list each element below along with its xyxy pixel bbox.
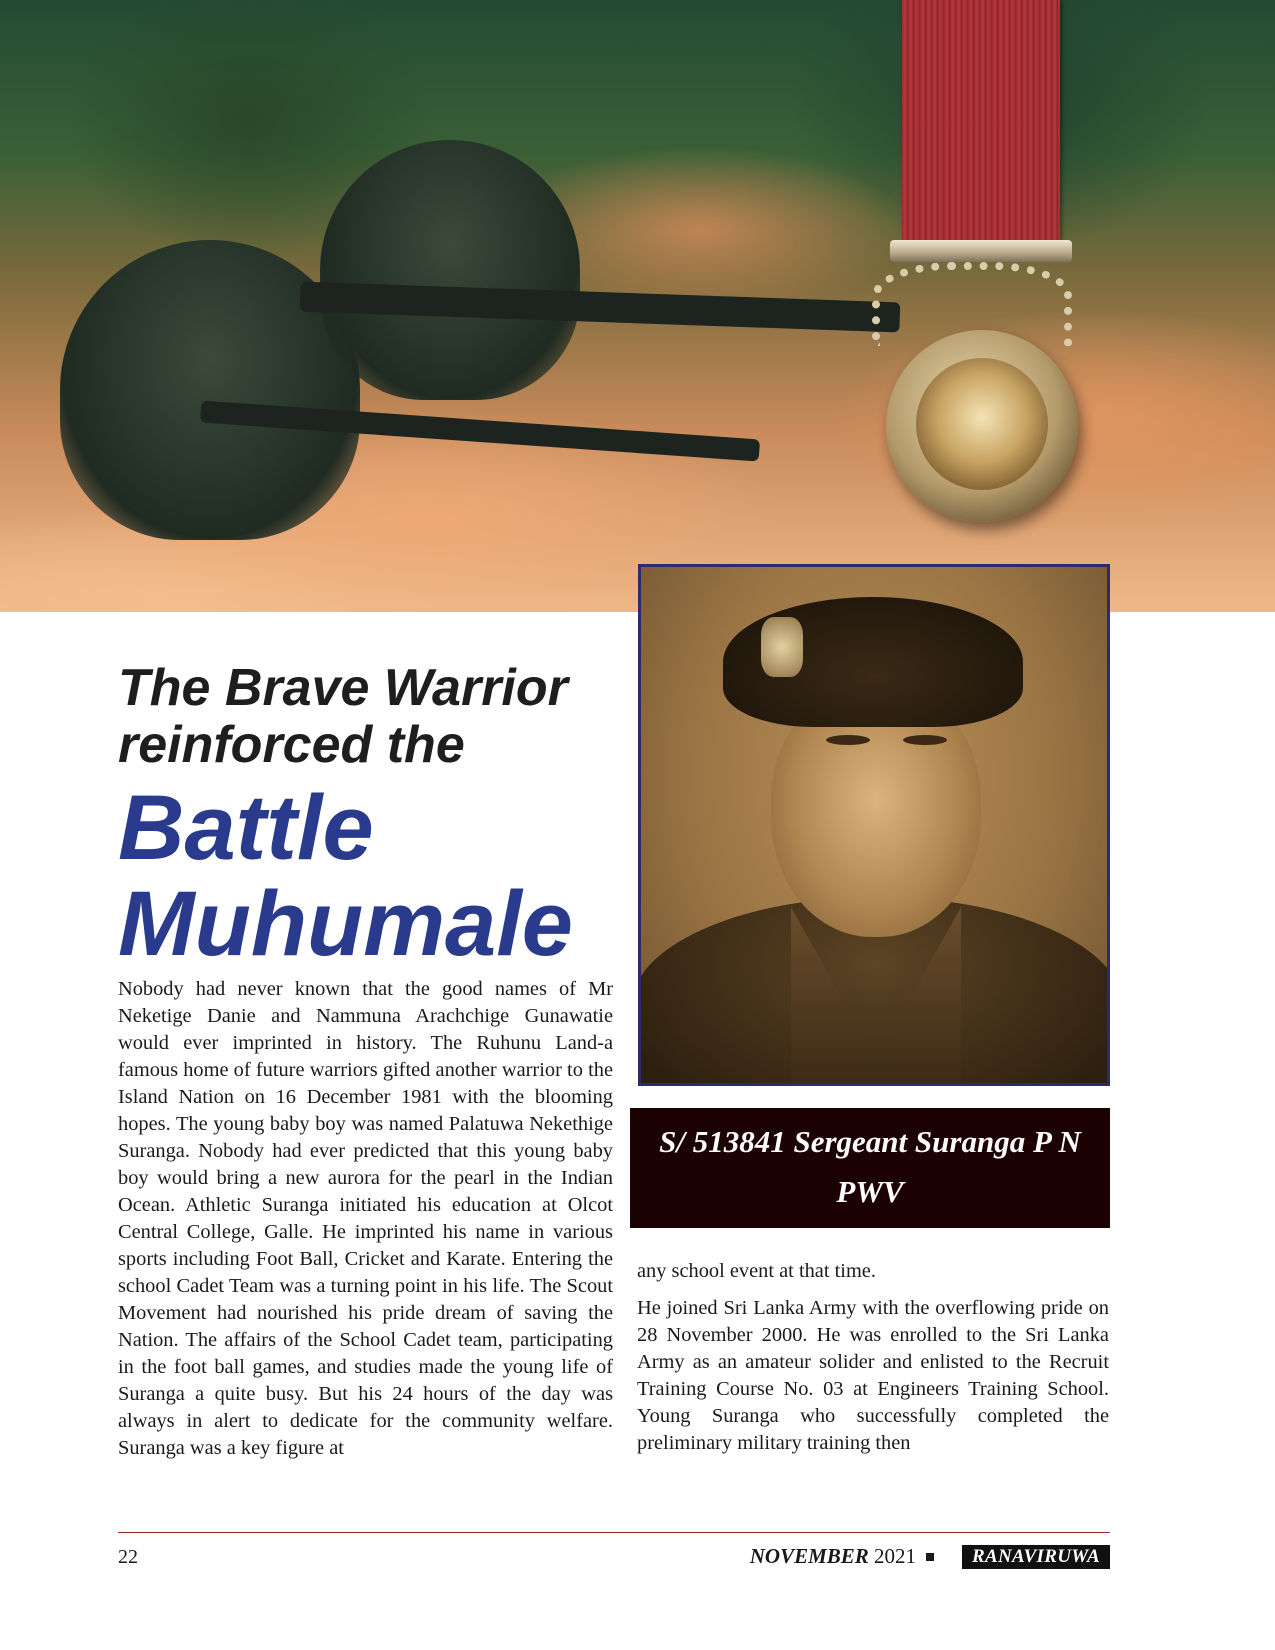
headline-line-1: The Brave Warrior [118,659,568,717]
article-column-left [118,976,613,1462]
article-paragraph: any school event at that time. [637,1260,876,1282]
headline-line-2: reinforced the [118,716,465,774]
article-column-right [637,1258,1109,1457]
portrait-caption [630,1108,1110,1228]
square-bullet-icon [926,1553,934,1561]
publication-name: RANAVIRUWA [962,1545,1110,1569]
article-paragraph: He joined Sri Lanka Army with the overflowing pride on 28 November 2000. He was enrolled to the Sri Lanka Army as an amateur solider and enlisted to the Recruit Training Course No. 03 at Engineers Training School. Young Suranga who successfully completed the preliminary military training then [637,1297,1109,1454]
eye [903,735,947,745]
soldier-figure [320,140,580,400]
eye [826,735,870,745]
caption-line-2: PWV [836,1174,904,1209]
footer-date [750,1544,916,1569]
article-headline [118,659,638,975]
headline-line-4: Muhumale [118,873,573,975]
cap-badge-icon [761,617,803,677]
hero-photo-jungle-soldiers [0,0,1275,612]
footer-month: NOVEMBER [749,1544,869,1568]
caption-line-1: S/ 513841 Sergeant Suranga P N [659,1124,1081,1159]
footer-rule [118,1532,1110,1533]
medal-clasp [890,240,1072,262]
page-number: 22 [118,1546,138,1568]
sergeant-portrait-photo [638,564,1110,1086]
article-paragraph: Nobody had never known that the good names of Mr Neketige Danie and Nammuna Arachchige Gunawatie would ever imprinted in history. The Ruhunu Land-a famous home of future warriors gifted another warrior to the Island Nation on 16 December 1981 with the blooming hopes. The young baby boy was named Palatuwa Nekethige Suranga. Nobody had ever predicted that this young baby boy would bring a new aurora for the pearl in the Indian Ocean. Athletic Suranga initiated his education at Olcot Central College, Galle. He imprinted his name in various sports including Foot Ball, Cricket and Karate. Entering the school Cadet Team was a turning point in his life. The Scout Movement had nourished his pride dream of saving the Nation. The affairs of the School Cadet team, participating in the foot ball games, and studies made the young life of Suranga a quite busy. But his 24 hours of the day was always in alert to dedicate for the community welfare. Suranga was a key figure at [118,978,613,1459]
footer-issue [750,1544,1110,1569]
headline-line-3: Battle [118,777,374,879]
footer-year: 2021 [874,1544,917,1568]
lion-emblem-icon [916,358,1048,490]
medal-ribbon [902,0,1060,250]
